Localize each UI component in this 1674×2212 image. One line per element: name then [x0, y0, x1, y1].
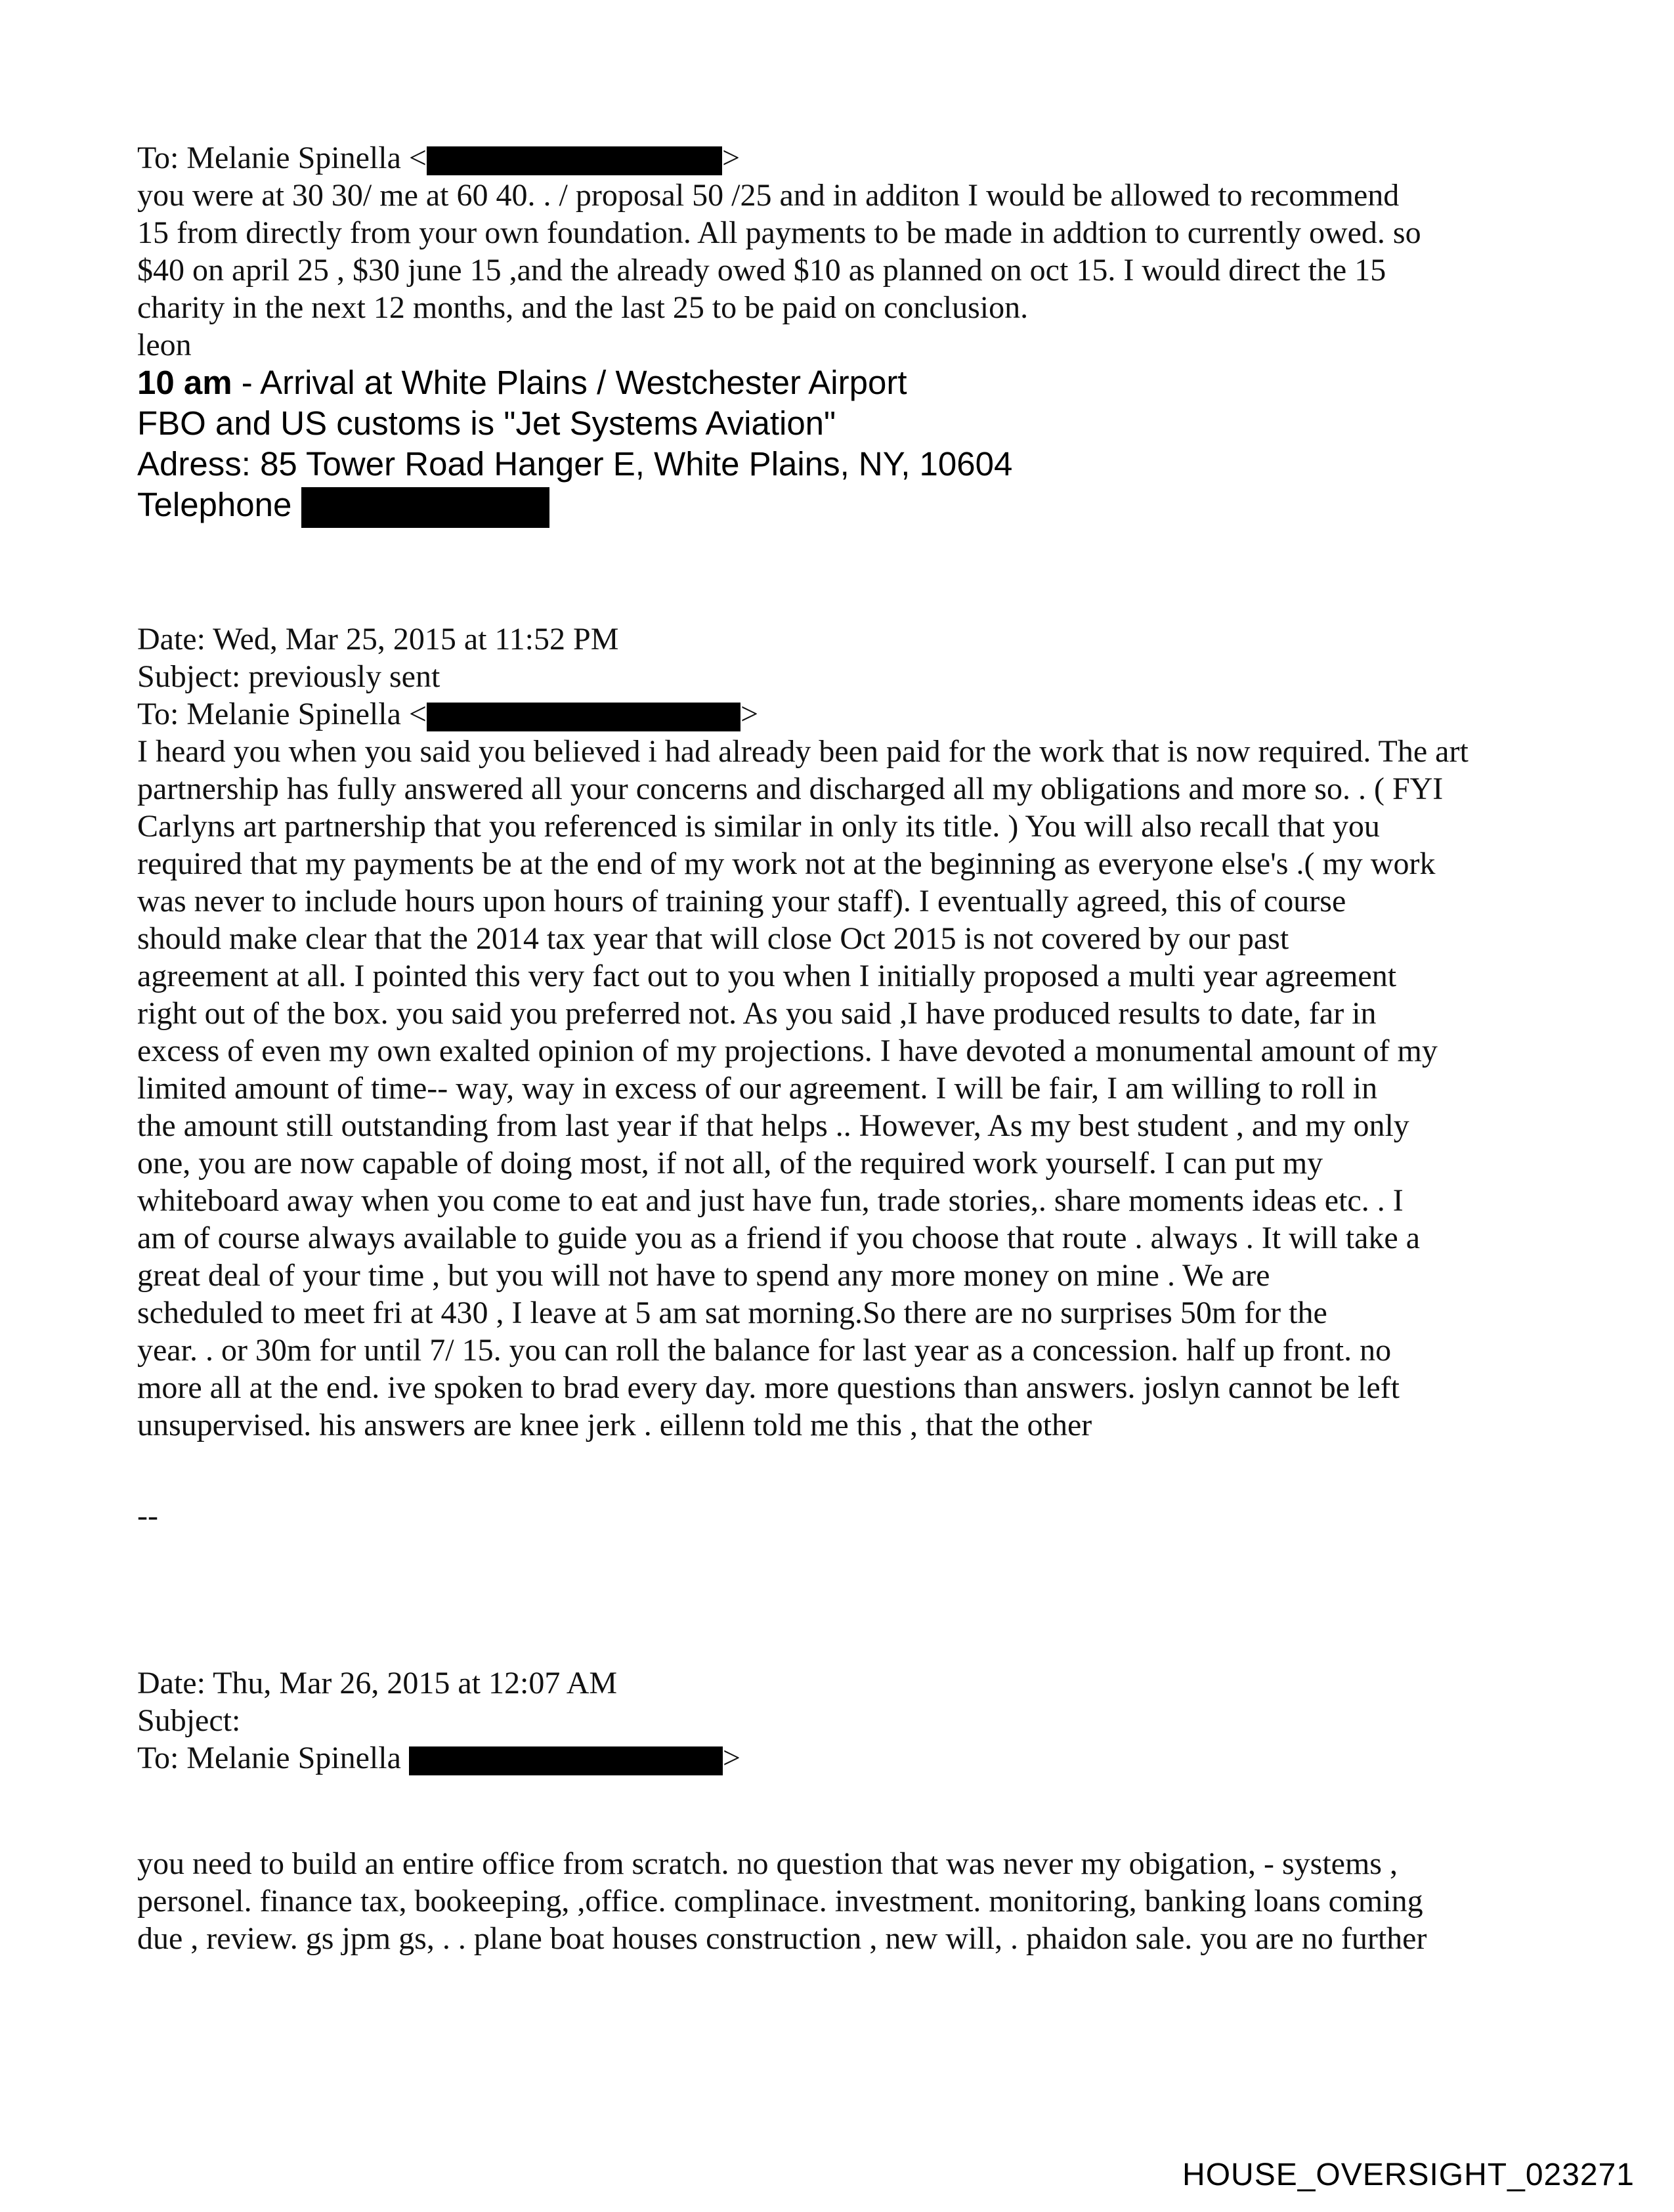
body-line: personel. finance tax, bookeeping, ,office. complinace. investment. monitoring, banking loans coming	[137, 1884, 1423, 1919]
body-line: Carlyns art partnership that you referenced is similar in only its title. ) You will also recall that you	[137, 809, 1380, 844]
arrival-text: - Arrival at White Plains / Westchester Airport	[232, 364, 907, 401]
to-label: To: Melanie Spinella <	[137, 141, 427, 175]
email-subject: Subject:	[137, 1703, 241, 1738]
body-line: should make clear that the 2014 tax year that will close Oct 2015 is not covered by our past	[137, 921, 1289, 956]
email-date: Date: Wed, Mar 25, 2015 at 11:52 PM	[137, 622, 619, 657]
body-line: right out of the box. you said you preferred not. As you said ,I have produced results to date, far in	[137, 996, 1377, 1031]
redacted-email	[409, 1746, 723, 1775]
body-line: scheduled to meet fri at 430 , I leave at 5 am sat morning.So there are no surprises 50m for the	[137, 1295, 1327, 1330]
body-line: charity in the next 12 months, and the last 25 to be paid on conclusion.	[137, 290, 1029, 325]
body-line: limited amount of time-- way, way in excess of our agreement. I will be fair, I am willing to roll in	[137, 1071, 1378, 1106]
telephone-label: Telephone	[137, 486, 301, 523]
body-line: partnership has fully answered all your concerns and discharged all my obligations and more so. . ( FYI	[137, 771, 1444, 806]
body-line: the amount still outstanding from last year if that helps .. However, As my best student , and my only	[137, 1108, 1409, 1143]
to-close: >	[721, 141, 740, 175]
to-close: >	[740, 697, 759, 731]
body-line: one, you are now capable of doing most, if not all, of the required work yourself. I can put my	[137, 1146, 1323, 1181]
email-3-body	[137, 1845, 1427, 1957]
redacted-email	[427, 146, 722, 175]
body-line: whiteboard away when you come to eat and just have fun, trade stories,. share moments ideas etc. . I	[137, 1183, 1404, 1218]
body-line: am of course always available to guide you as a friend if you choose that route . always . It will take a	[137, 1221, 1421, 1255]
body-line: agreement at all. I pointed this very fact out to you when I initially proposed a multi year agreement	[137, 959, 1397, 993]
body-line: you were at 30 30/ me at 60 40. . / proposal 50 /25 and in additon I would be allowed to recommend	[137, 178, 1400, 213]
to-line	[137, 139, 1421, 177]
body-line: $40 on april 25 , $30 june 15 ,and the already owed $10 as planned on oct 15. I would direct the 15	[137, 253, 1386, 288]
telephone-line	[137, 485, 1012, 528]
itinerary-block	[137, 362, 1012, 528]
address-line: Adress: 85 Tower Road Hanger E, White Plains, NY, 10604	[137, 445, 1013, 483]
signature-separator: --	[137, 1498, 158, 1533]
email-date: Date: Thu, Mar 26, 2015 at 12:07 AM	[137, 1666, 618, 1701]
body-line: I heard you when you said you believed i had already been paid for the work that is now required. The art	[137, 734, 1469, 769]
body-line: required that my payments be at the end of my work not at the beginning as everyone else's .( my work	[137, 846, 1436, 881]
email-fragment-1	[137, 139, 1421, 364]
body-line: 15 from directly from your own foundation. All payments to be made in addtion to currently owed. so	[137, 215, 1421, 250]
body-line: great deal of your time , but you will not have to spend any more money on mine . We are	[137, 1258, 1270, 1293]
to-label: To: Melanie Spinella	[137, 1741, 409, 1775]
body-line: due , review. gs jpm gs, . . plane boat houses construction , new will, . phaidon sale. you are no further	[137, 1921, 1427, 1956]
body-line: unsupervised. his answers are knee jerk . eillenn told me this , that the other	[137, 1408, 1092, 1442]
arrival-line	[137, 362, 1012, 403]
fbo-line: FBO and US customs is "Jet Systems Aviation"	[137, 404, 836, 442]
arrival-time: 10 am	[137, 364, 232, 401]
email-subject: Subject: previously sent	[137, 659, 440, 694]
signature-name: leon	[137, 328, 192, 362]
body-line: was never to include hours upon hours of training your staff). I eventually agreed, this of course	[137, 884, 1346, 919]
email-2	[137, 620, 1469, 1444]
to-line	[137, 1739, 740, 1777]
to-line	[137, 695, 1469, 733]
body-line: year. . or 30m for until 7/ 15. you can roll the balance for last year as a concession. half up front. no	[137, 1333, 1392, 1368]
body-line: you need to build an entire office from scratch. no question that was never my obigation, - systems ,	[137, 1846, 1398, 1881]
body-line: excess of even my own exalted opinion of my projections. I have devoted a monumental amount of my	[137, 1033, 1438, 1068]
bates-number: HOUSE_OVERSIGHT_023271	[1182, 2158, 1635, 2192]
redacted-telephone	[301, 487, 549, 528]
redacted-email	[427, 703, 740, 731]
to-close: >	[722, 1741, 740, 1775]
email-3	[137, 1664, 740, 1777]
body-line: more all at the end. ive spoken to brad every day. more questions than answers. joslyn cannot be left	[137, 1370, 1400, 1405]
to-label: To: Melanie Spinella <	[137, 697, 427, 731]
